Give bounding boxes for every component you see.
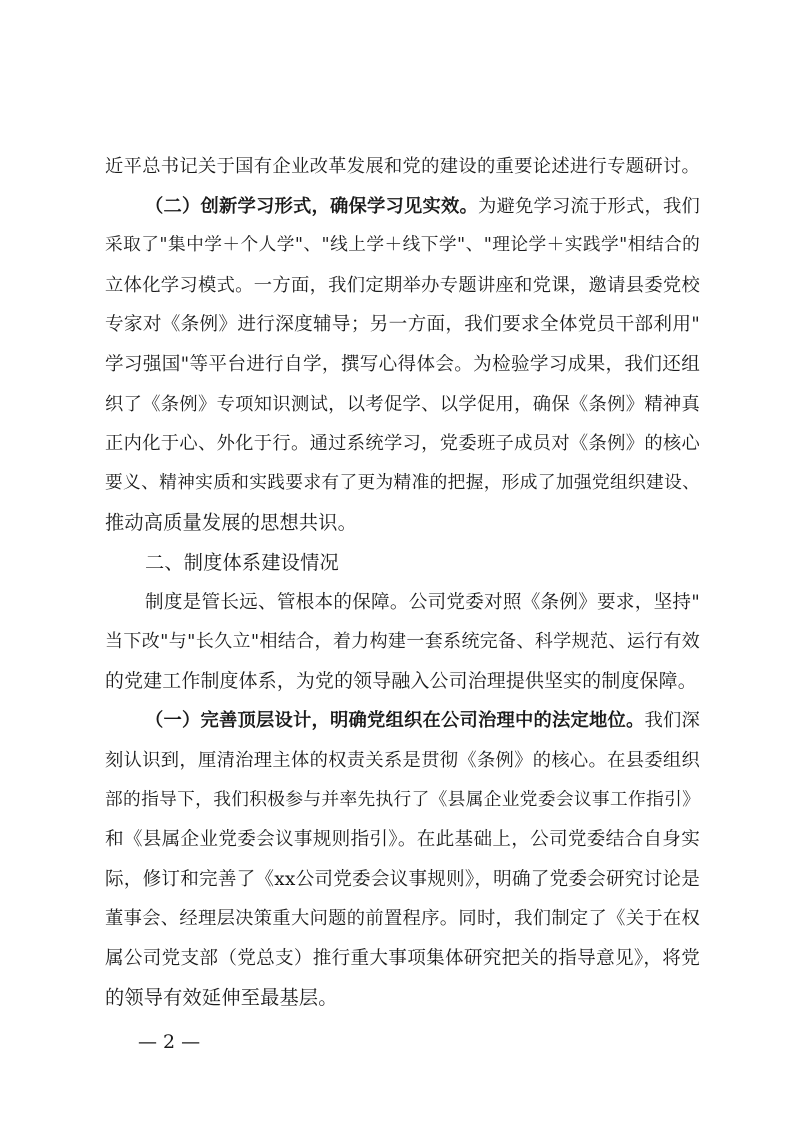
text-line: 际，修订和完善了《xx公司党委会议事规则》，明确了党委会研究讨论是 — [105, 868, 700, 890]
text-line: 刻认识到，厘清治理主体的权责关系是贯彻《条例》的核心。在县委组织 — [105, 749, 700, 771]
text-line: 采取了"集中学＋个人学"、"线上学＋线下学"、"理论学＋实践学"相结合的 — [105, 235, 700, 256]
paragraph-subheading-line — [105, 187, 700, 227]
body-text — [105, 147, 700, 1018]
text-run: 为避免学习流于形式，我们 — [478, 195, 700, 217]
page-number: — 2 — — [138, 1031, 201, 1053]
text-line: 立体化学习模式。一方面，我们定期举办专题讲座和党课，邀请县委党校 — [105, 274, 700, 296]
subheading-bold: （一）完善顶层设计，明确党组织在公司治理中的法定地位。 — [145, 710, 645, 732]
text-line: 的领导有效延伸至最基层。 — [105, 986, 338, 1010]
text-line: 部的指导下，我们积极参与并率先执行了《县属企业党委会议事工作指引》 — [105, 789, 700, 810]
text-line: 织了《条例》专项知识测试，以考促学、以学促用，确保《条例》精神真 — [105, 393, 700, 415]
paragraph-subheading-line — [105, 701, 700, 741]
text-line: 当下改"与"长久立"相结合，着力构建一套系统完备、科学规范、运行有效 — [105, 631, 700, 653]
text-line: 正内化于心、外化于行。通过系统学习，党委班子成员对《条例》的核心 — [105, 433, 700, 455]
text-line: 董事会、经理层决策重大问题的前置程序。同时，我们制定了《关于在权 — [105, 908, 700, 930]
section-heading: 二、制度体系建设情况 — [145, 550, 339, 574]
text-line: 属公司党支部（党总支）推行重大事项集体研究把关的指导意见》，将党 — [105, 947, 700, 969]
text-line: 制度是管长远、管根本的保障。公司党委对照《条例》要求，坚持" — [145, 591, 700, 613]
text-line: 学习强国"等平台进行自学，撰写心得体会。为检验学习成果，我们还组 — [105, 353, 700, 375]
text-run: 我们深 — [644, 710, 700, 732]
text-line: 要义、精神实质和实践要求有了更为精准的把握，形成了加强党组织建设、 — [105, 472, 700, 493]
text-line: 和《县属企业党委会议事规则指引》。在此基础上，公司党委结合自身实 — [105, 829, 700, 851]
text-line: 专家对《条例》进行深度辅导；另一方面，我们要求全体党员干部利用" — [105, 314, 700, 336]
text-line: 的党建工作制度体系，为党的领导融入公司治理提供坚实的制度保障。 — [105, 669, 697, 692]
text-line: 近平总书记关于国有企业改革发展和党的建设的重要论述进行专题研讨。 — [105, 156, 700, 177]
text-line: 推动高质量发展的思想共识。 — [105, 511, 358, 535]
subheading-bold: （二）创新学习形式，确保学习见实效。 — [145, 195, 479, 217]
